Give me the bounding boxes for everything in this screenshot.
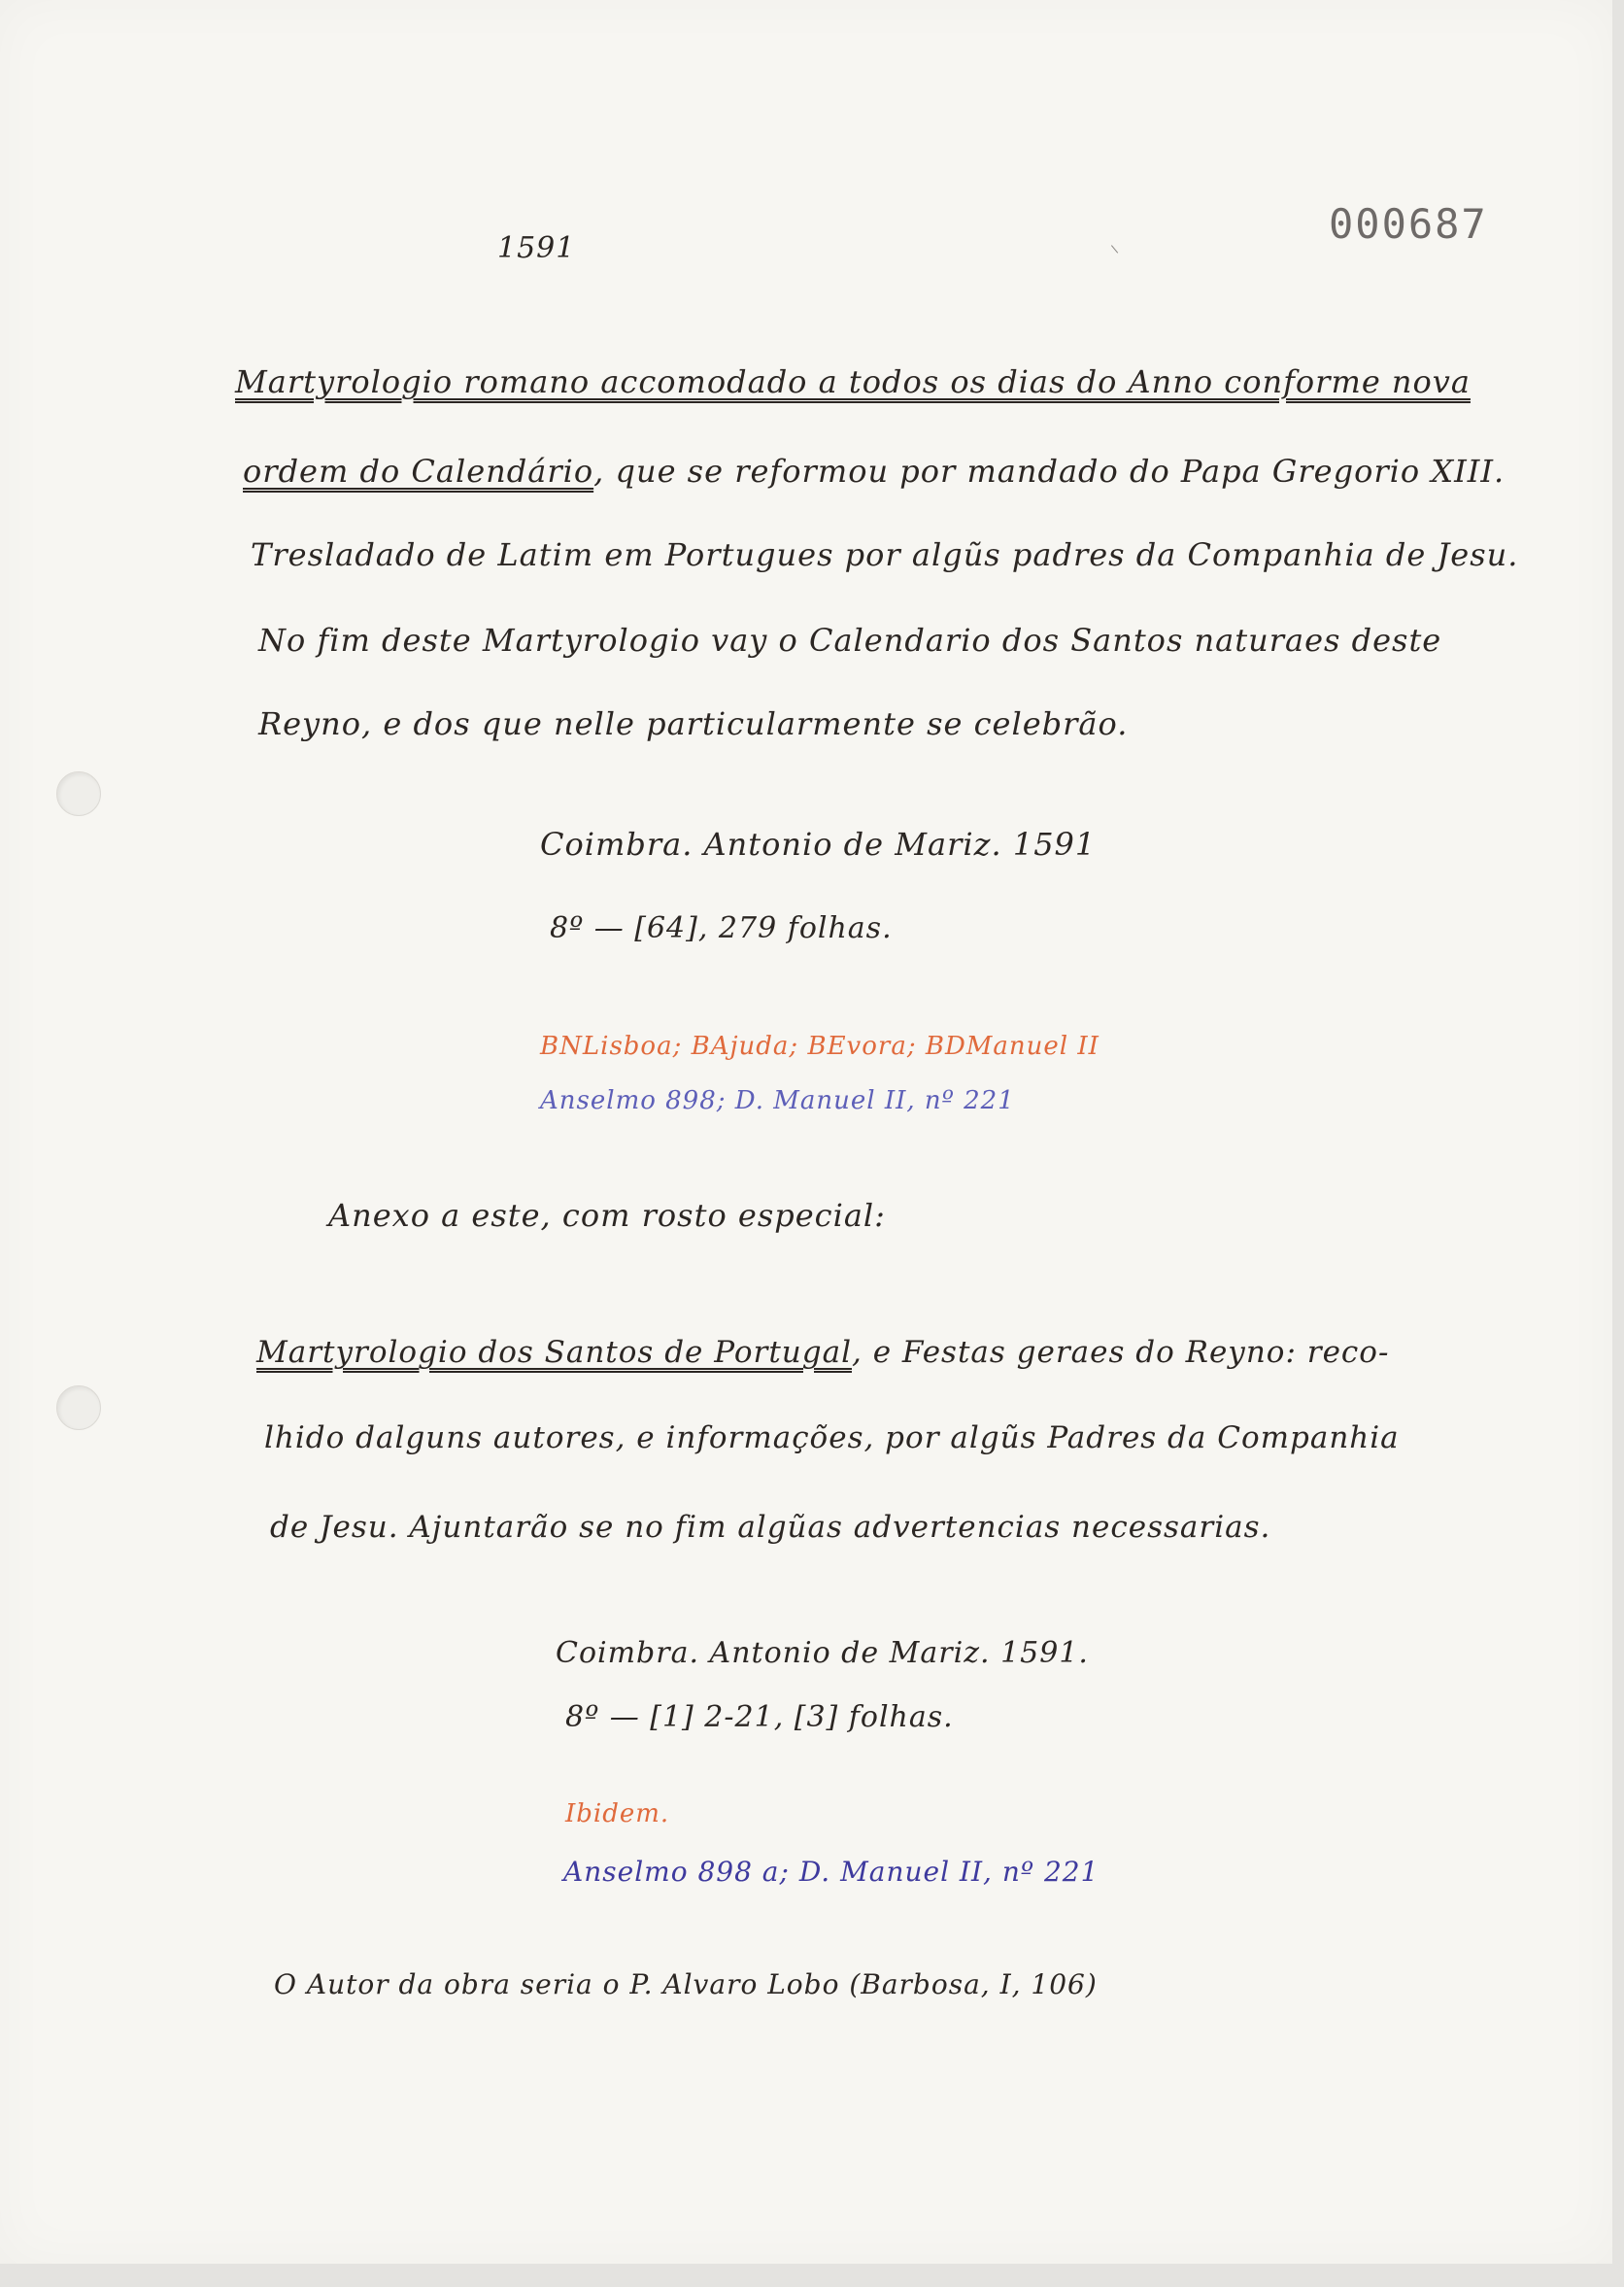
entry1-title-line2-rest: , que se reformou por mandado do Papa Gregorio XIII. xyxy=(593,453,1506,490)
entry1-line3: Tresladado de Latim em Portugues por algũs padres da Companhia de Jesu. xyxy=(251,536,1519,573)
annex-note: Anexo a este, com rosto especial: xyxy=(328,1197,886,1234)
pencil-mark xyxy=(1105,245,1118,257)
entry2-libraries: Ibidem. xyxy=(565,1799,670,1828)
entry1-imprint: Coimbra. Antonio de Mariz. 1591 xyxy=(540,826,1097,863)
punch-hole xyxy=(56,771,101,816)
entry2-format: 8º — [1] 2-21, [3] folhas. xyxy=(565,1700,954,1734)
entry1-references: Anselmo 898; D. Manuel II, nº 221 xyxy=(540,1086,1015,1115)
entry1-format: 8º — [64], 279 folhas. xyxy=(550,911,893,945)
entry2-references: Anselmo 898 a; D. Manuel II, nº 221 xyxy=(563,1856,1100,1888)
entry2-title-line1-rest: , e Festas geraes do Reyno: reco- xyxy=(851,1335,1390,1370)
entry2-line2: lhido dalguns autores, e informações, por algũs Padres da Companhia xyxy=(264,1420,1400,1455)
archive-stamp-number: 000687 xyxy=(1329,200,1488,248)
entry2-title-line1 xyxy=(256,1335,1389,1370)
entry1-title-line1: Martyrologio romano accomodado a todos os dias do Anno conforme nova xyxy=(235,363,1471,400)
entry1-title-underlined: ordem do Calendário xyxy=(243,453,594,490)
entry2-line3: de Jesu. Ajuntarão se no fim algũas advertencias necessarias. xyxy=(270,1510,1271,1545)
entry1-libraries: BNLisboa; BAjuda; BEvora; BDManuel II xyxy=(540,1032,1100,1061)
entry1-line4: No fim deste Martyrologio vay o Calendario dos Santos naturaes deste xyxy=(258,622,1442,659)
entry1-line5: Reyno, e dos que nelle particularmente se celebrão. xyxy=(258,705,1129,742)
entry2-title-underlined: Martyrologio dos Santos de Portugal xyxy=(256,1335,852,1370)
author-note: O Autor da obra seria o P. Alvaro Lobo (Barbosa, I, 106) xyxy=(274,1968,1098,2000)
entry1-title-line2 xyxy=(243,453,1505,490)
punch-hole xyxy=(56,1385,101,1430)
year-heading: 1591 xyxy=(497,231,576,265)
entry2-imprint: Coimbra. Antonio de Mariz. 1591. xyxy=(556,1636,1089,1670)
